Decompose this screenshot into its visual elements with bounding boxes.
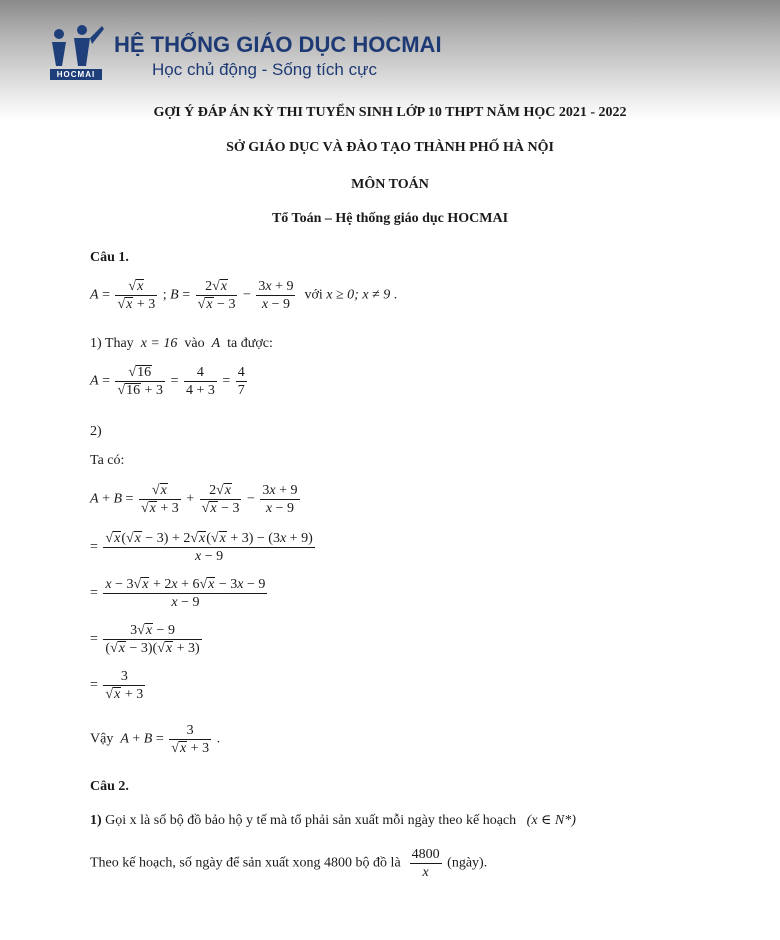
header xyxy=(48,22,748,92)
question-2-part-2: Theo kế hoạch, số ngày để sản xuất xong 4800 bộ đồ là $\frac{4800}{x}$ (ngày). xyxy=(90,847,488,880)
logo-wordmark: HOCMAI xyxy=(50,69,102,80)
expr-sum-line-3: = $\frac{x - 3√x + 2x + 6√x - 3x - 9}{x - 9}$ xyxy=(90,577,266,610)
condition: x ≥ 0; x ≠ 9 xyxy=(326,287,391,303)
brand-title: HỆ THỐNG GIÁO DỤC HOCMAI xyxy=(114,32,442,57)
subject-title: MÔN TOÁN xyxy=(351,177,429,192)
brand-slogan: Học chủ động - Sống tích cực xyxy=(152,60,377,79)
part-1-intro: 1) Thay x = 16 vào A ta được: xyxy=(90,336,273,351)
author-line: Tổ Toán – Hệ thống giáo dục HOCMAI xyxy=(271,211,509,226)
condition-word: với xyxy=(304,287,323,303)
doc-title: GỢI Ý ĐÁP ÁN KỲ THI TUYỂN SINH LỚP 10 THPT NĂM HỌC 2021 - 2022 xyxy=(153,105,627,120)
expr-a-at-16: A = $\frac{√16}{√16 + 3}$ = $\frac{4}{4 + 3}$ = $\frac{4}{7}$ xyxy=(90,365,245,398)
expr-conclusion: Vậy A + B = $\frac{3}{√x + 3}$ . xyxy=(90,723,221,756)
part-2-intro: Ta có: xyxy=(90,453,125,468)
question-2-part-1: 1) Gọi x là số bộ đồ bảo hộ y tế mà tổ phải sản xuất mỗi ngày theo kế hoạch (x ∈ N*) xyxy=(90,813,576,828)
doc-subtitle: SỞ GIÁO DỤC VÀ ĐÀO TẠO THÀNH PHỐ HÀ NỘI xyxy=(226,140,554,155)
expr-sum-line-5: = $\frac{3}{√x + 3}$ xyxy=(90,669,144,702)
question-2-heading: Câu 2. xyxy=(90,779,129,794)
part-2-label: 2) xyxy=(90,424,102,439)
expr-sum-line-1: A + B = $\frac{√x}{√x + 3}$ + $\frac{2√x}{√x - 3}$ − $\frac{3x + 9}{x - 9}$ xyxy=(90,483,298,516)
expr-definitions: A = $\frac{√x}{√x + 3}$ ; B = $\frac{2√x}{√x - 3}$ − $\frac{3x + 9}{x - 9}$ với x ≥ 0; x ≠ 9 . xyxy=(90,279,398,312)
expr-sum-line-4: = $\frac{3√x - 9}{(√x - 3)(√x + 3)}$ xyxy=(90,623,200,656)
expr-sum-line-2: = $\frac{√x(√x - 3) + 2√x(√x + 3) - (3x + 9)}{x - 9}$ xyxy=(90,531,313,564)
question-1-heading: Câu 1. xyxy=(90,250,129,265)
